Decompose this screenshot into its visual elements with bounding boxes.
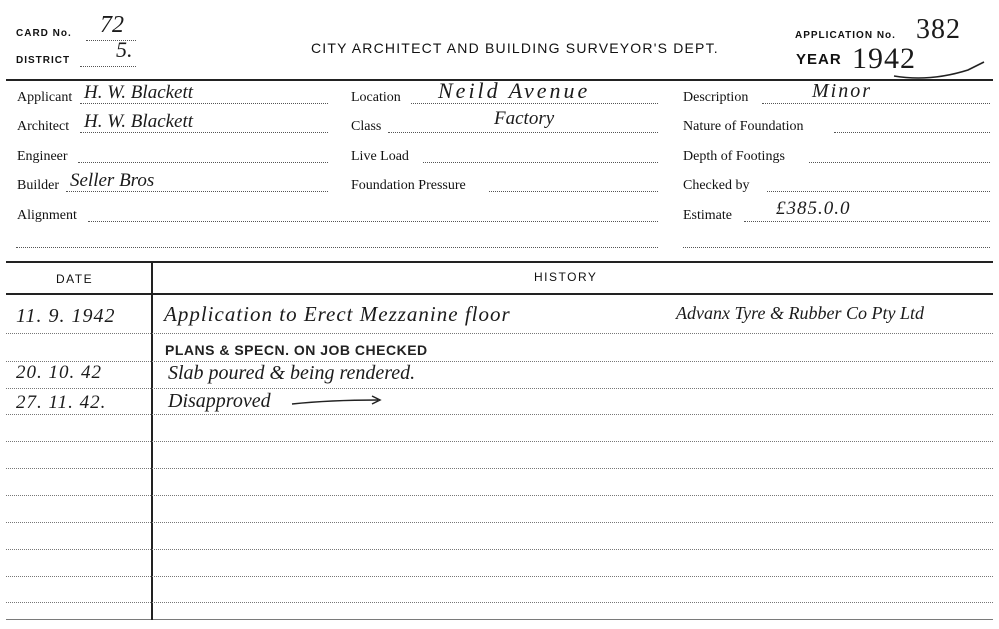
application-no-value: 382 [916, 14, 961, 45]
foundation-pressure-label: Foundation Pressure [351, 178, 466, 193]
class-value: Factory [494, 108, 555, 129]
engineer-line [78, 162, 328, 163]
table-row-rule [6, 361, 993, 362]
history-note: Advanx Tyre & Rubber Co Pty Ltd [676, 303, 924, 323]
table-bottom-rule [6, 619, 993, 620]
checked-by-line [767, 191, 990, 192]
history-date: 27. 11. 42. [16, 392, 107, 413]
table-row-rule [6, 333, 993, 334]
table-row-rule [6, 414, 993, 415]
applicant-value: H. W. Blackett [84, 82, 194, 103]
history-date: 11. 9. 1942 [16, 305, 116, 327]
alignment-line [88, 221, 658, 222]
nature-of-foundation-label: Nature of Foundation [683, 119, 804, 134]
live-load-line [423, 162, 658, 163]
history-entry: Application to Erect Mezzanine floor [164, 302, 511, 326]
description-line [762, 103, 990, 104]
table-top-rule [6, 261, 993, 263]
location-label: Location [351, 90, 401, 105]
application-no-label: APPLICATION No. [795, 30, 896, 41]
date-column-header: DATE [56, 272, 94, 286]
architect-label: Architect [17, 119, 70, 134]
applicant-label: Applicant [17, 90, 73, 105]
table-row-rule [6, 602, 993, 603]
engineer-label: Engineer [17, 149, 68, 164]
architect-value: H. W. Blackett [84, 111, 194, 132]
checked-by-label: Checked by [683, 178, 750, 193]
class-line [388, 132, 658, 133]
description-value: Minor [812, 80, 872, 102]
estimate-label: Estimate [683, 208, 732, 223]
district-label: DISTRICT [16, 55, 71, 66]
district-line [80, 66, 136, 67]
district-value: 5. [116, 37, 133, 62]
foundation-pressure-line [489, 191, 658, 192]
table-row-rule [6, 388, 993, 389]
arrow-icon [290, 394, 390, 410]
nature-of-foundation-line [834, 132, 990, 133]
alignment-line-2 [16, 247, 658, 248]
card-no-label: CARD No. [16, 28, 72, 39]
table-row-rule [6, 522, 993, 523]
card-no-value: 72 [100, 12, 124, 38]
table-row-rule [6, 468, 993, 469]
history-date: 20. 10. 42 [16, 362, 102, 383]
table-row-rule [6, 441, 993, 442]
history-entry: Disapproved [168, 390, 271, 412]
location-value: Neild Avenue [438, 78, 591, 103]
class-label: Class [351, 119, 382, 134]
table-row-rule [6, 549, 993, 550]
history-stamp: PLANS & SPECN. ON JOB CHECKED [165, 342, 428, 358]
depth-of-footings-label: Depth of Footings [683, 149, 785, 164]
alignment-label: Alignment [17, 208, 77, 223]
builder-value: Seller Bros [70, 170, 155, 191]
description-label: Description [683, 90, 749, 105]
history-entry: Slab poured & being rendered. [168, 362, 416, 384]
estimate-line-2 [683, 247, 990, 248]
table-header-rule [6, 293, 993, 295]
depth-of-footings-line [809, 162, 990, 163]
table-row-rule [6, 576, 993, 577]
table-row-rule [6, 495, 993, 496]
history-column-header: HISTORY [534, 270, 598, 284]
estimate-line [744, 221, 990, 222]
year-label: YEAR [796, 51, 842, 68]
builder-label: Builder [17, 178, 59, 193]
department-title: CITY ARCHITECT AND BUILDING SURVEYOR'S DEPT. [311, 40, 719, 56]
live-load-label: Live Load [351, 149, 409, 164]
year-value: 1942 [852, 42, 916, 75]
estimate-value: £385.0.0 [776, 198, 851, 219]
